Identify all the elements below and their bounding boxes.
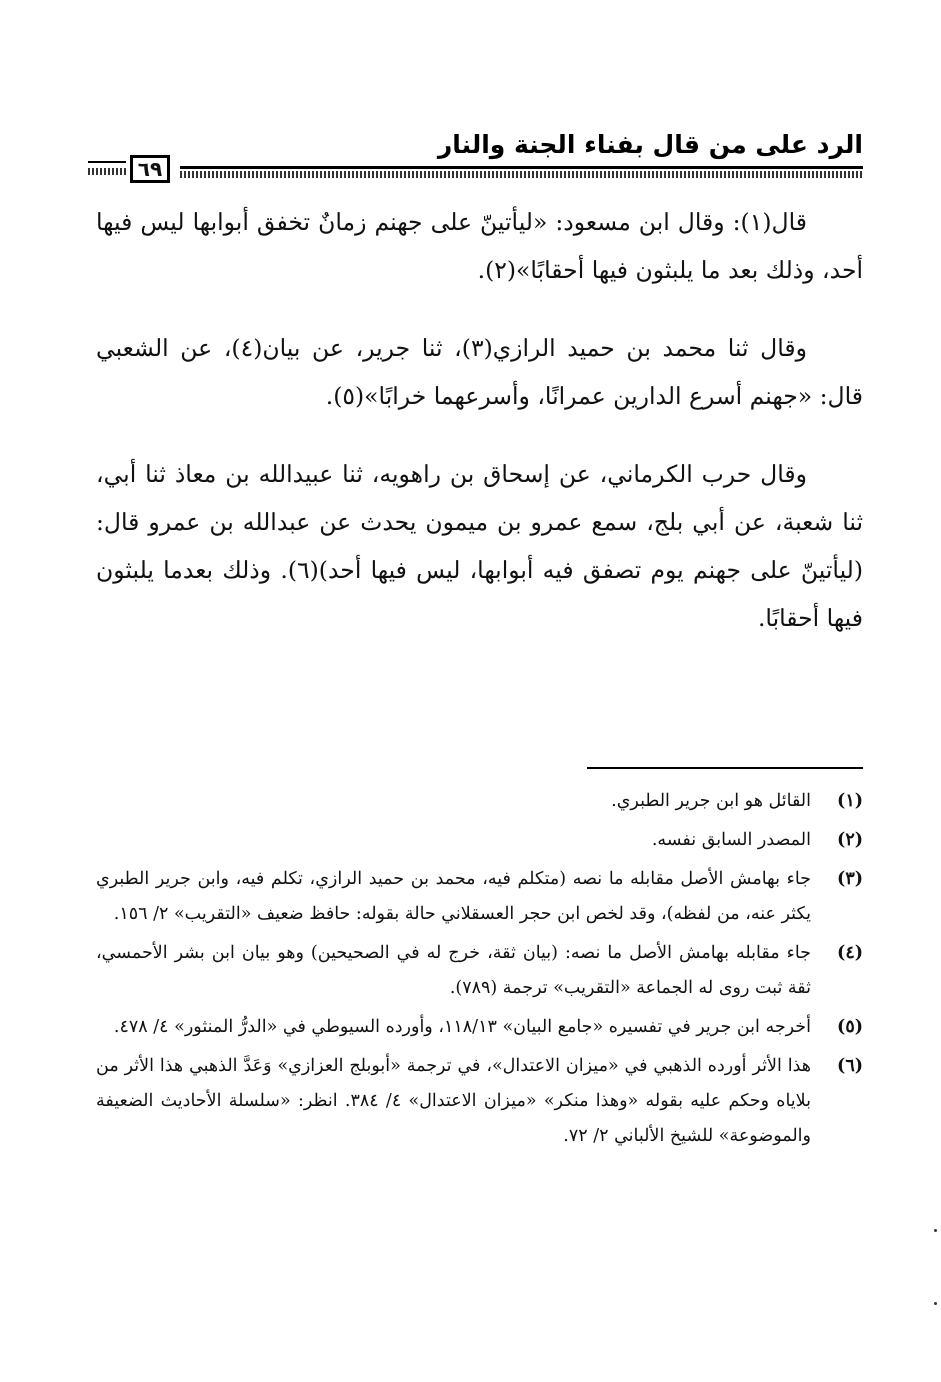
footnote-text: هذا الأثر أورده الذهبي في «ميزان الاعتدال»، في ترجمة «أبوبلج العزازي» وَعَدَّ الذهبي هذا الأثر من بلاياه وحكم عليه بقوله «وهذا منكر» «ميزان الاعتدال» ٤/ ٣٨٤. انظر: «سلسلة الأحاديث الضعيفة والموضوعة» للشيخ الألباني ٢/ ٧٢. <box>96 1056 811 1146</box>
footnote-text: المصدر السابق نفسه. <box>651 830 811 850</box>
header-rule-left <box>88 161 126 163</box>
running-title: الرد على من قال بفناء الجنة والنار <box>437 130 863 159</box>
footnote-number: (٢) <box>837 830 863 850</box>
footnote-number: (١) <box>837 791 863 811</box>
footnote-text: جاء بهامش الأصل مقابله ما نصه (متكلم فيه، محمد بن حميد الرازي، تكلم فيه، وابن جرير الطبري يكثر عنه، من لفظه)، وقد لخص ابن حجر العسقلاني حالة بقوله: حافظ ضعيف «التقريب» ٢/ ١٥٦. <box>96 869 811 924</box>
footnote-text: جاء مقابله بهامش الأصل ما نصه: (بيان ثقة، خرج له في الصحيحين) وهو بيان ابن بشر الأحمسي، ثقة ثبت روى له الجماعة «التقريب» ترجمة (٧٨٩). <box>96 943 811 998</box>
footnote <box>96 1010 863 1045</box>
footnote-text: أخرجه ابن جرير في تفسيره «جامع البيان» ١١٨/١٣، وأورده السيوطي في «الدرُّ المنثور» ٤/ ٤٧٨. <box>113 1017 811 1037</box>
scan-speck <box>934 1302 937 1305</box>
footnotes <box>96 784 863 1158</box>
footnote <box>96 823 863 858</box>
footnote-number: (٣) <box>837 869 863 889</box>
footnote-number: (٦) <box>837 1056 863 1076</box>
paragraph: وقال حرب الكرماني، عن إسحاق بن راهويه، ثنا عبيدالله بن معاذ ثنا أبي، ثنا شعبة، عن أبي بلج، سمع عمرو بن ميمون يحدث عن عبدالله بن عمرو قال: (ليأتينّ على جهنم يوم تصفق فيه أبوابها، ليس فيها أحد)(٦). وذلك بعدما يلبثون فيها أحقابًا. <box>96 460 863 632</box>
footnote-text: القائل هو ابن جرير الطبري. <box>611 791 811 811</box>
paragraph: قال(١): وقال ابن مسعود: «ليأتينّ على جهنم زمانٌ تخفق أبوابها ليس فيها أحد، وذلك بعد ما يلبثون فيها أحقابًا»(٢). <box>96 208 863 284</box>
footnote <box>96 862 863 932</box>
main-text <box>96 198 863 672</box>
footnote <box>96 1049 863 1154</box>
paragraph: وقال ثنا محمد بن حميد الرازي(٣)، ثنا جرير، عن بيان(٤)، عن الشعبي قال: «جهنم أسرع الدارين عمرانًا، وأسرعهما خرابًا»(٥). <box>96 334 863 410</box>
footnote-number: (٥) <box>837 1017 863 1037</box>
scan-speck <box>934 1229 937 1232</box>
footnote <box>96 784 863 819</box>
footnote <box>96 936 863 1006</box>
footnote-number: (٤) <box>837 943 863 963</box>
header-hatch-rule <box>180 171 863 178</box>
footnote-separator <box>587 767 863 769</box>
header-rule <box>180 166 863 169</box>
page-number: ٦٩ <box>130 155 170 183</box>
header-hatch-rule-left <box>88 168 126 175</box>
